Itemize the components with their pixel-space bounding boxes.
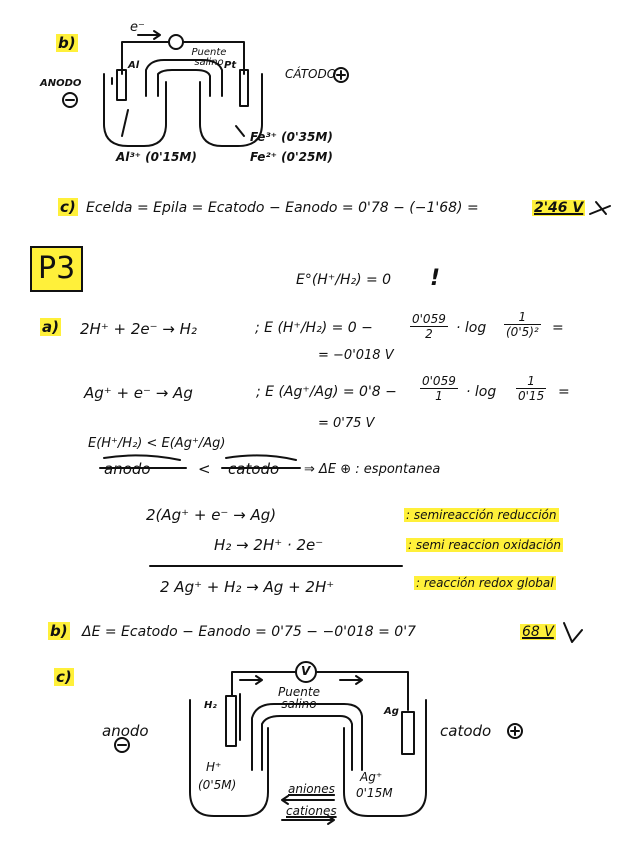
standard-potential: E°(H⁺/H₂) = 0 (296, 272, 392, 288)
part-c-label: c) (56, 668, 72, 686)
part-b-result: 68 V (522, 624, 554, 640)
r2-numerator: 0'059 (422, 374, 456, 388)
electrode-ag-label: Ag (384, 706, 399, 717)
cell1-pointer-right (236, 126, 244, 136)
half-reaction-2-note: : semi reaccion oxidación (408, 538, 561, 552)
anodo-label-2: anodo (102, 722, 149, 740)
reaction-1: 2H⁺ + 2e⁻ → H₂ (80, 320, 197, 338)
spontaneity-note: ⇒ ΔE ⊕ : espontanea (304, 462, 441, 477)
reaction-2-value: = 0'75 V (318, 416, 375, 431)
reaction-1-log-fraction (504, 310, 541, 339)
r2-log-num: 1 (516, 374, 546, 389)
left-ion-conc: (0'5M) (198, 778, 237, 792)
salt-bridge-label: Puente salino (191, 47, 227, 68)
section-c-result: 2'46 V (534, 200, 584, 216)
voltmeter-label: V (301, 664, 311, 678)
reaction-1-calc: ; E (H⁺/H₂) = 0 − (255, 320, 373, 336)
problem-p3-tag: P3 (30, 246, 83, 292)
fe3-label: Fe³⁺ (0'35M) (250, 130, 333, 144)
r1-log: · log (456, 320, 487, 336)
cell1-voltmeter (169, 35, 183, 49)
r1-numerator: 0'059 (412, 312, 446, 326)
electron-label: e⁻ (130, 20, 145, 35)
r1-log-num: 1 (504, 310, 541, 325)
less-than: < (198, 460, 211, 478)
catodo-label-2: catodo (440, 722, 492, 740)
reaction-2-log-fraction (516, 374, 546, 403)
electrode-right-label: Pt (224, 60, 237, 71)
left-ion-label: H⁺ (206, 760, 222, 774)
r1-denominator: 2 (425, 327, 433, 341)
anions-label: aniones (288, 782, 335, 796)
r2-denominator: 1 (435, 389, 443, 403)
r1-log-den: (0'5)² (506, 325, 539, 339)
cell2-arrow (240, 676, 262, 684)
catodo-word: catodo (228, 460, 280, 478)
reaction-2-fraction (420, 374, 458, 403)
reaction-2: Ag⁺ + e⁻ → Ag (84, 384, 193, 402)
anodo-word: anodo (104, 460, 151, 478)
electrode-left-label: Al (128, 60, 140, 71)
section-b-label: b) (58, 34, 76, 52)
reaction-1-value: = −0'018 V (318, 348, 394, 363)
r2-log-den: 0'15 (518, 389, 545, 403)
anion-arrow (282, 796, 334, 804)
cell2-electrode-right (402, 712, 414, 754)
cell2-beaker-left (190, 700, 268, 816)
fe2-label: Fe²⁺ (0'25M) (250, 150, 333, 164)
cell2-electrode-left (226, 696, 236, 746)
cathode-label: CÁTODO (285, 67, 337, 81)
cell1-pointer-left (122, 110, 128, 136)
global-reaction: 2 Ag⁺ + H₂ → Ag + 2H⁺ (160, 578, 335, 596)
section-c-label: c) (60, 198, 76, 216)
electrode-h2-label: H₂ (204, 700, 217, 711)
r2-equals: = (558, 384, 570, 400)
right-ion-label: Ag⁺ (360, 770, 383, 784)
reaction-2-calc: ; E (Ag⁺/Ag) = 0'8 − (256, 384, 397, 400)
section-c-equation: Ecelda = Epila = Ecatodo − Eanodo = 0'78 − (−1'68) = (86, 200, 479, 216)
salt-bridge-label-2: Puente salino (278, 685, 320, 711)
part-b-label: b) (50, 622, 68, 640)
potential-comparison: E(H⁺/H₂) < E(Ag⁺/Ag) (88, 436, 226, 451)
r1-equals: = (552, 320, 564, 336)
reaction-1-fraction (410, 312, 448, 341)
part-b-equation: ΔE = Ecatodo − Eanodo = 0'75 − −0'018 = 0'7 (82, 624, 416, 640)
half-reaction-1: 2(Ag⁺ + e⁻ → Ag) (146, 506, 277, 524)
cell1-beaker-left (104, 74, 166, 146)
right-ion-conc: 0'15M (356, 786, 393, 800)
anode-label: ANODO (40, 78, 82, 89)
cell2-arrow2 (340, 676, 362, 684)
cell1-electrode-right (240, 70, 248, 106)
part-a-label: a) (42, 318, 59, 336)
r2-log: · log (466, 384, 497, 400)
global-reaction-note: : reacción redox global (416, 576, 554, 590)
cations-label: cationes (286, 804, 337, 818)
half-reaction-2: H₂ → 2H⁺ · 2e⁻ (214, 536, 324, 554)
exclamation-mark: ! (430, 266, 441, 291)
half-reaction-1-note: : semireacción reducción (406, 508, 557, 522)
left-solution-label: Al³⁺ (0'15M) (116, 150, 197, 164)
